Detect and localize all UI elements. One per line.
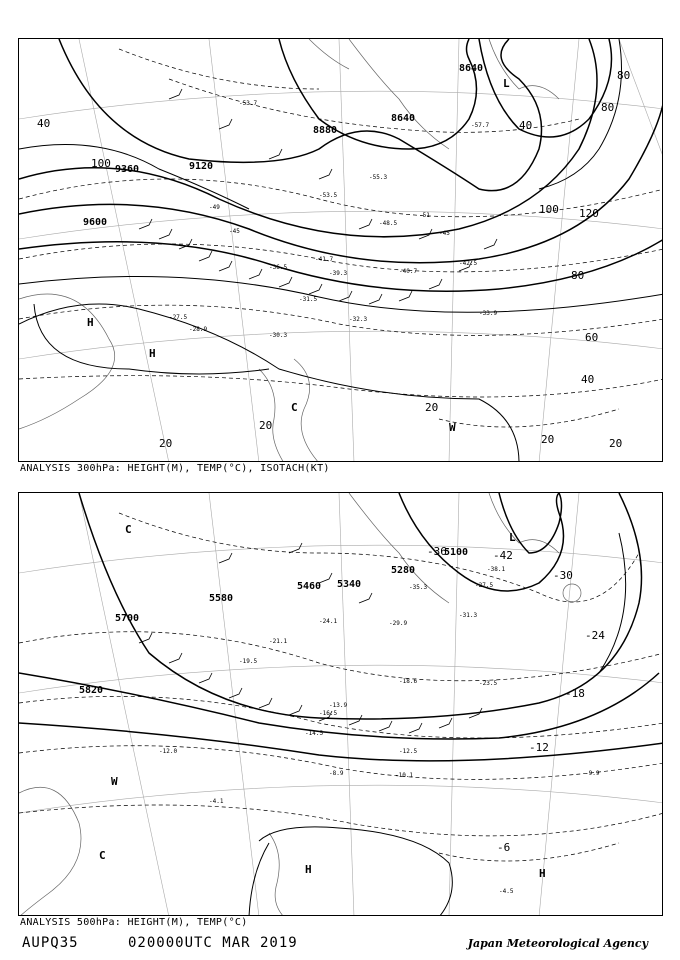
temperature-isoline-label: -24 — [585, 629, 605, 642]
station-temp: -12.0 — [159, 748, 178, 755]
height-label: 8640 — [459, 63, 484, 74]
map-300hpa-svg — [19, 39, 663, 462]
station-temp: -18.6 — [399, 678, 418, 685]
product-code: AUPQ35 — [22, 935, 79, 951]
station-temp: -53.7 — [239, 100, 258, 107]
station-temp: -51 — [419, 212, 430, 219]
temperature-isoline-label: -18 — [565, 687, 585, 700]
temperature-isoline-label: -12 — [529, 741, 549, 754]
temperature-isoline-label: -36 — [427, 545, 447, 558]
low-center: L — [509, 531, 516, 544]
height-label: 8880 — [313, 125, 338, 136]
height-labels-500 — [79, 547, 468, 696]
isotach-label: 20 — [541, 433, 555, 446]
station-temp: -14.5 — [305, 730, 324, 737]
station-temp: -39.3 — [329, 270, 348, 277]
height-label: 5820 — [79, 685, 104, 696]
isotach-label: 20 — [259, 419, 273, 432]
isotach-label: 40 — [519, 119, 533, 132]
station-temp: -23.5 — [479, 680, 498, 687]
station-temp: -33.9 — [479, 310, 498, 317]
station-temp: -29.9 — [389, 620, 408, 627]
station-temp: -13.9 — [329, 702, 348, 709]
high-center: H — [305, 863, 312, 876]
isotach-label: 80 — [617, 69, 631, 82]
isotach-label: 80 — [571, 269, 585, 282]
isotach-labels-300 — [37, 69, 646, 450]
map-panel-500hpa — [18, 492, 663, 916]
station-temp: -45 — [439, 230, 450, 237]
temp-iso-labels-500 — [427, 545, 605, 854]
station-temp: -57.7 — [471, 122, 490, 129]
isotach-label: 120 — [579, 207, 599, 220]
height-label: 5700 — [115, 613, 140, 624]
temperature-isoline-label: -30 — [553, 569, 573, 582]
station-temp: -4.5 — [499, 888, 514, 895]
height-label: 5340 — [337, 579, 362, 590]
valid-time: 020000UTC MAR 2019 — [128, 935, 298, 951]
station-temp: -8.9 — [329, 770, 344, 777]
isotach-label: 40 — [581, 373, 595, 386]
height-label: 9120 — [189, 161, 214, 172]
cold-center: C — [291, 401, 298, 414]
station-temp: -31.3 — [459, 612, 478, 619]
isotach-label: 100 — [539, 203, 559, 216]
station-temp: -45 — [229, 228, 240, 235]
height-label: 5100 — [444, 547, 469, 558]
warm-center: W — [111, 775, 118, 788]
station-temp: -36.5 — [269, 264, 288, 271]
chart-caption-300hpa: ANALYSIS 300hPa: HEIGHT(M), TEMP(°C), ISOTACH(KT) — [20, 463, 330, 474]
height-label: 8640 — [391, 113, 416, 124]
height-label: 9360 — [115, 164, 140, 175]
station-temp: -16.5 — [319, 710, 338, 717]
station-temp: -53.5 — [319, 192, 338, 199]
low-center: L — [503, 77, 510, 90]
height-label: 9600 — [83, 217, 108, 228]
map-panel-300hpa — [18, 38, 663, 462]
cold-center: C — [99, 849, 106, 862]
isotach-label: 100 — [91, 157, 111, 170]
station-temp: -35.3 — [409, 584, 428, 591]
agency-credit: Japan Meteorological Agency — [467, 937, 648, 950]
isotach-label: 40 — [37, 117, 51, 130]
wind-barbs-500 — [139, 543, 482, 733]
temperature-isoline-label: -6 — [497, 841, 511, 854]
station-temp: -30.3 — [269, 332, 288, 339]
station-temp: -42.5 — [459, 260, 478, 267]
station-temp: -41.7 — [315, 256, 334, 263]
isotach-label: 20 — [425, 401, 439, 414]
warm-center: W — [449, 421, 456, 434]
isotach-label: 20 — [159, 437, 173, 450]
station-temp: -55.3 — [369, 174, 388, 181]
high-center: H — [539, 867, 546, 880]
high-center: H — [87, 316, 94, 329]
isotach-label: 80 — [601, 101, 615, 114]
station-temp: -31.5 — [299, 296, 318, 303]
chart-caption-500hpa: ANALYSIS 500hPa: HEIGHT(M), TEMP(°C) — [20, 917, 248, 928]
station-temp: -12.5 — [399, 748, 418, 755]
isotach-label: 60 — [585, 331, 599, 344]
temperature-isoline-label: -42 — [493, 549, 513, 562]
station-temp: -10.1 — [395, 772, 414, 779]
station-temp: -24.1 — [319, 618, 338, 625]
station-temp: -27.5 — [169, 314, 188, 321]
height-label: 5580 — [209, 593, 234, 604]
height-labels-300 — [83, 63, 491, 228]
station-temp: -38.1 — [487, 566, 506, 573]
station-temp: -32.3 — [349, 316, 368, 323]
height-label: 5280 — [391, 565, 416, 576]
station-temp: -21.1 — [269, 638, 288, 645]
station-temp: -40.7 — [399, 268, 418, 275]
map-500hpa-svg — [19, 493, 663, 916]
station-temp: -27.5 — [475, 582, 494, 589]
station-temp: -48.5 — [379, 220, 398, 227]
station-temp: -4.1 — [209, 798, 224, 805]
isotach-label: 20 — [609, 437, 623, 450]
station-temp: -28.9 — [189, 326, 208, 333]
station-temp: -49 — [209, 204, 220, 211]
cold-center: C — [125, 523, 132, 536]
station-temp: -9.9 — [585, 770, 600, 777]
high-center: H — [149, 347, 156, 360]
station-temp: -19.5 — [239, 658, 258, 665]
height-label: 5460 — [297, 581, 322, 592]
graticule — [19, 39, 663, 462]
